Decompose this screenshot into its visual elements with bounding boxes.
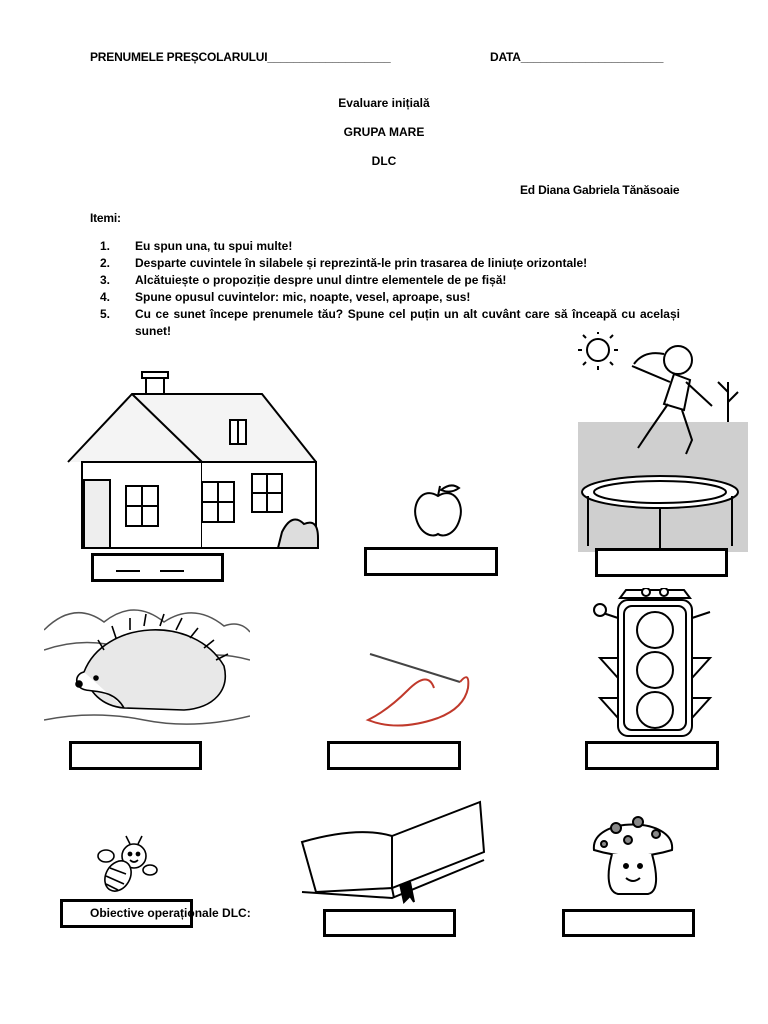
- items-heading: Itemi:: [90, 211, 121, 225]
- bee-icon: [96, 834, 158, 896]
- mushroom-icon: [588, 806, 678, 898]
- title-evaluation: Evaluare inițială: [338, 96, 430, 110]
- girl-trampoline-icon: [578, 332, 748, 552]
- items-list: [100, 238, 680, 340]
- answer-box-trampoline[interactable]: [595, 548, 728, 577]
- objectives-label: Obiective operaționale DLC:: [90, 906, 251, 920]
- title-group: GRUPA MARE: [343, 125, 425, 139]
- student-name-label: PRENUMELE PREȘCOLARULUI___________________: [90, 50, 391, 64]
- answer-box-house[interactable]: [91, 553, 224, 582]
- list-item: 1. Eu spun una, tu spui multe!: [100, 239, 293, 253]
- traffic-light-icon: [590, 588, 720, 743]
- needle-thread-icon: [356, 650, 476, 730]
- author-name: Ed Diana Gabriela Tănăsoaie: [520, 183, 680, 197]
- list-item: 3. Alcătuiește o propoziție despre unul dintre elementele de pe fișă!: [100, 273, 507, 287]
- list-item-continuation: sunet!: [135, 324, 171, 338]
- date-label: DATA______________________: [490, 50, 664, 64]
- list-item: 5. Cu ce sunet începe prenumele tău? Spune cel puțin un alt cuvânt care să înceapă cu același: [100, 307, 680, 321]
- title-subject: DLC: [371, 154, 397, 168]
- house-icon: [62, 362, 322, 552]
- list-item: 2. Desparte cuvintele în silabele și reprezintă-le prin trasarea de liniuțe orizontale!: [100, 256, 588, 270]
- list-item: 4. Spune opusul cuvintelor: mic, noapte, vesel, aproape, sus!: [100, 290, 471, 304]
- hedgehog-icon: [44, 590, 250, 740]
- apple-icon: [408, 482, 468, 542]
- syllable-dash: [116, 570, 140, 572]
- syllable-dash: [160, 570, 184, 572]
- answer-box-needle[interactable]: [327, 741, 461, 770]
- answer-box-book[interactable]: [323, 909, 456, 937]
- answer-box-traffic-light[interactable]: [585, 741, 719, 770]
- answer-box-hedgehog[interactable]: [69, 741, 202, 770]
- answer-box-mushroom[interactable]: [562, 909, 695, 937]
- book-icon: [298, 796, 488, 908]
- answer-box-apple[interactable]: [364, 547, 498, 576]
